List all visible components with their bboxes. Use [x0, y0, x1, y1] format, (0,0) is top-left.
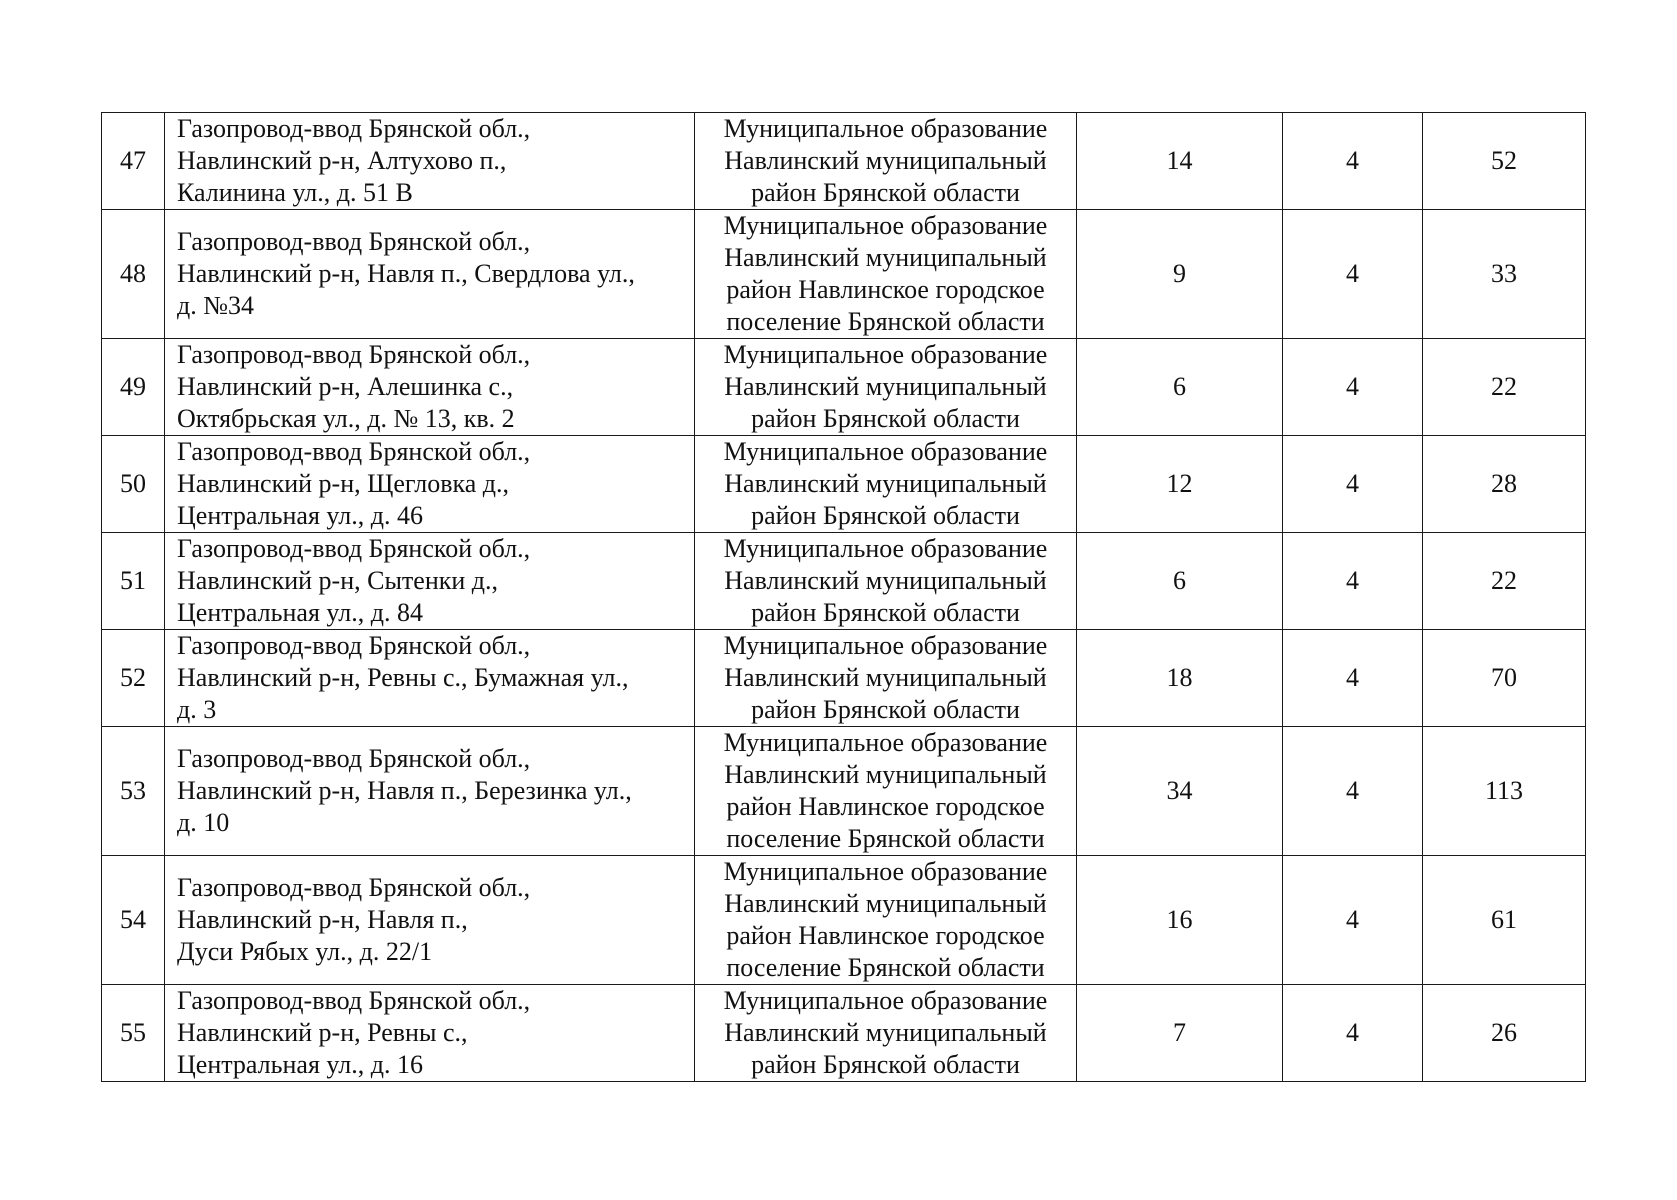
owner-line: поселение Брянской области: [726, 953, 1045, 982]
pipeline-name-cell: [165, 856, 695, 985]
owner-line: Навлинский муниципальный: [724, 1018, 1047, 1047]
owner-line: район Брянской области: [751, 501, 1020, 530]
owner-line: район Навлинское городское: [726, 921, 1045, 950]
pipeline-name-line: Навлинский р-н, Ревны с.,: [177, 1018, 468, 1047]
value-cell-a: 14: [1077, 113, 1283, 210]
pipeline-name-line: Газопровод-ввод Брянской обл.,: [177, 631, 531, 660]
pipeline-name-line: Центральная ул., д. 46: [177, 501, 423, 530]
value-cell-a: 18: [1077, 630, 1283, 727]
value-cell-b: 4: [1283, 339, 1423, 436]
owner-cell: [695, 727, 1077, 856]
pipeline-name-line: Навлинский р-н, Алешинка с.,: [177, 372, 514, 401]
owner-line: район Брянской области: [751, 598, 1020, 627]
row-number: 52: [102, 630, 165, 727]
value-cell-c: 52: [1423, 113, 1586, 210]
owner-cell: [695, 533, 1077, 630]
owner-line: Навлинский муниципальный: [724, 760, 1047, 789]
pipeline-name-line: д. №34: [177, 291, 255, 320]
owner-line: Муниципальное образование: [723, 728, 1048, 757]
value-cell-a: 6: [1077, 339, 1283, 436]
pipeline-name-cell: [165, 210, 695, 339]
owner-line: поселение Брянской области: [726, 307, 1045, 336]
row-number: 48: [102, 210, 165, 339]
pipeline-name-line: Навлинский р-н, Сытенки д.,: [177, 566, 499, 595]
owner-line: Муниципальное образование: [723, 631, 1048, 660]
owner-cell: [695, 339, 1077, 436]
pipeline-name-line: Навлинский р-н, Навля п.,: [177, 905, 468, 934]
owner-line: Муниципальное образование: [723, 437, 1048, 466]
table-body: [102, 113, 1586, 1082]
owner-line: район Брянской области: [751, 695, 1020, 724]
pipeline-name-line: д. 3: [177, 695, 217, 724]
owner-line: Муниципальное образование: [723, 340, 1048, 369]
row-number: 50: [102, 436, 165, 533]
table-row: [102, 727, 1586, 856]
pipeline-name-line: Газопровод-ввод Брянской обл.,: [177, 873, 531, 902]
pipeline-name-line: Центральная ул., д. 16: [177, 1050, 423, 1079]
pipeline-name-line: Дуси Рябых ул., д. 22/1: [177, 937, 433, 966]
row-number: 53: [102, 727, 165, 856]
owner-line: поселение Брянской области: [726, 824, 1045, 853]
value-cell-b: 4: [1283, 985, 1423, 1082]
value-cell-a: 7: [1077, 985, 1283, 1082]
table-row: [102, 856, 1586, 985]
pipeline-name-cell: [165, 436, 695, 533]
table-row: [102, 985, 1586, 1082]
owner-line: Навлинский муниципальный: [724, 566, 1047, 595]
pipeline-name-line: Калинина ул., д. 51 В: [177, 178, 413, 207]
pipeline-name-line: Навлинский р-н, Алтухово п.,: [177, 146, 507, 175]
owner-line: Муниципальное образование: [723, 211, 1048, 240]
value-cell-b: 4: [1283, 856, 1423, 985]
owner-cell: [695, 210, 1077, 339]
value-cell-a: 34: [1077, 727, 1283, 856]
value-cell-c: 33: [1423, 210, 1586, 339]
value-cell-c: 61: [1423, 856, 1586, 985]
owner-cell: [695, 436, 1077, 533]
pipeline-name-line: Центральная ул., д. 84: [177, 598, 423, 627]
row-number: 54: [102, 856, 165, 985]
pipeline-name-line: Газопровод-ввод Брянской обл.,: [177, 744, 531, 773]
owner-line: Навлинский муниципальный: [724, 243, 1047, 272]
owner-line: Навлинский муниципальный: [724, 469, 1047, 498]
pipeline-name-line: Навлинский р-н, Ревны с., Бумажная ул.,: [177, 663, 629, 692]
row-number: 49: [102, 339, 165, 436]
value-cell-b: 4: [1283, 113, 1423, 210]
value-cell-c: 113: [1423, 727, 1586, 856]
pipeline-name-line: Навлинский р-н, Навля п., Березинка ул.,: [177, 776, 632, 805]
value-cell-b: 4: [1283, 630, 1423, 727]
owner-line: Муниципальное образование: [723, 857, 1048, 886]
pipeline-name-cell: [165, 985, 695, 1082]
pipeline-name-cell: [165, 533, 695, 630]
owner-line: Муниципальное образование: [723, 986, 1048, 1015]
pipeline-name-line: Навлинский р-н, Щегловка д.,: [177, 469, 509, 498]
owner-cell: [695, 113, 1077, 210]
value-cell-b: 4: [1283, 727, 1423, 856]
pipeline-name-line: Газопровод-ввод Брянской обл.,: [177, 534, 531, 563]
owner-cell: [695, 630, 1077, 727]
owner-cell: [695, 856, 1077, 985]
pipeline-name-line: Газопровод-ввод Брянской обл.,: [177, 114, 531, 143]
owner-line: Навлинский муниципальный: [724, 372, 1047, 401]
owner-line: район Навлинское городское: [726, 275, 1045, 304]
owner-line: район Брянской области: [751, 178, 1020, 207]
table-row: [102, 113, 1586, 210]
table-row: [102, 339, 1586, 436]
pipeline-name-line: Октябрьская ул., д. № 13, кв. 2: [177, 404, 515, 433]
pipeline-name-line: Навлинский р-н, Навля п., Свердлова ул.,: [177, 259, 635, 288]
table-row: [102, 630, 1586, 727]
value-cell-c: 22: [1423, 533, 1586, 630]
value-cell-c: 26: [1423, 985, 1586, 1082]
owner-line: Муниципальное образование: [723, 534, 1048, 563]
pipeline-name-line: Газопровод-ввод Брянской обл.,: [177, 340, 531, 369]
value-cell-c: 70: [1423, 630, 1586, 727]
value-cell-a: 12: [1077, 436, 1283, 533]
value-cell-a: 16: [1077, 856, 1283, 985]
owner-line: Навлинский муниципальный: [724, 663, 1047, 692]
row-number: 55: [102, 985, 165, 1082]
pipeline-name-cell: [165, 113, 695, 210]
value-cell-a: 6: [1077, 533, 1283, 630]
value-cell-b: 4: [1283, 436, 1423, 533]
pipeline-name-line: Газопровод-ввод Брянской обл.,: [177, 227, 531, 256]
pipeline-name-cell: [165, 630, 695, 727]
pipeline-name-line: Газопровод-ввод Брянской обл.,: [177, 986, 531, 1015]
table-row: [102, 533, 1586, 630]
value-cell-b: 4: [1283, 533, 1423, 630]
value-cell-c: 28: [1423, 436, 1586, 533]
row-number: 47: [102, 113, 165, 210]
owner-line: район Навлинское городское: [726, 792, 1045, 821]
owner-line: Навлинский муниципальный: [724, 146, 1047, 175]
value-cell-a: 9: [1077, 210, 1283, 339]
pipeline-name-line: д. 10: [177, 808, 230, 837]
value-cell-c: 22: [1423, 339, 1586, 436]
owner-line: район Брянской области: [751, 404, 1020, 433]
owner-cell: [695, 985, 1077, 1082]
pipeline-name-line: Газопровод-ввод Брянской обл.,: [177, 437, 531, 466]
pipeline-name-cell: [165, 339, 695, 436]
pipeline-name-cell: [165, 727, 695, 856]
owner-line: район Брянской области: [751, 1050, 1020, 1079]
table-row: [102, 210, 1586, 339]
row-number: 51: [102, 533, 165, 630]
table-row: [102, 436, 1586, 533]
gas-pipeline-table: [101, 112, 1586, 1082]
owner-line: Навлинский муниципальный: [724, 889, 1047, 918]
value-cell-b: 4: [1283, 210, 1423, 339]
owner-line: Муниципальное образование: [723, 114, 1048, 143]
